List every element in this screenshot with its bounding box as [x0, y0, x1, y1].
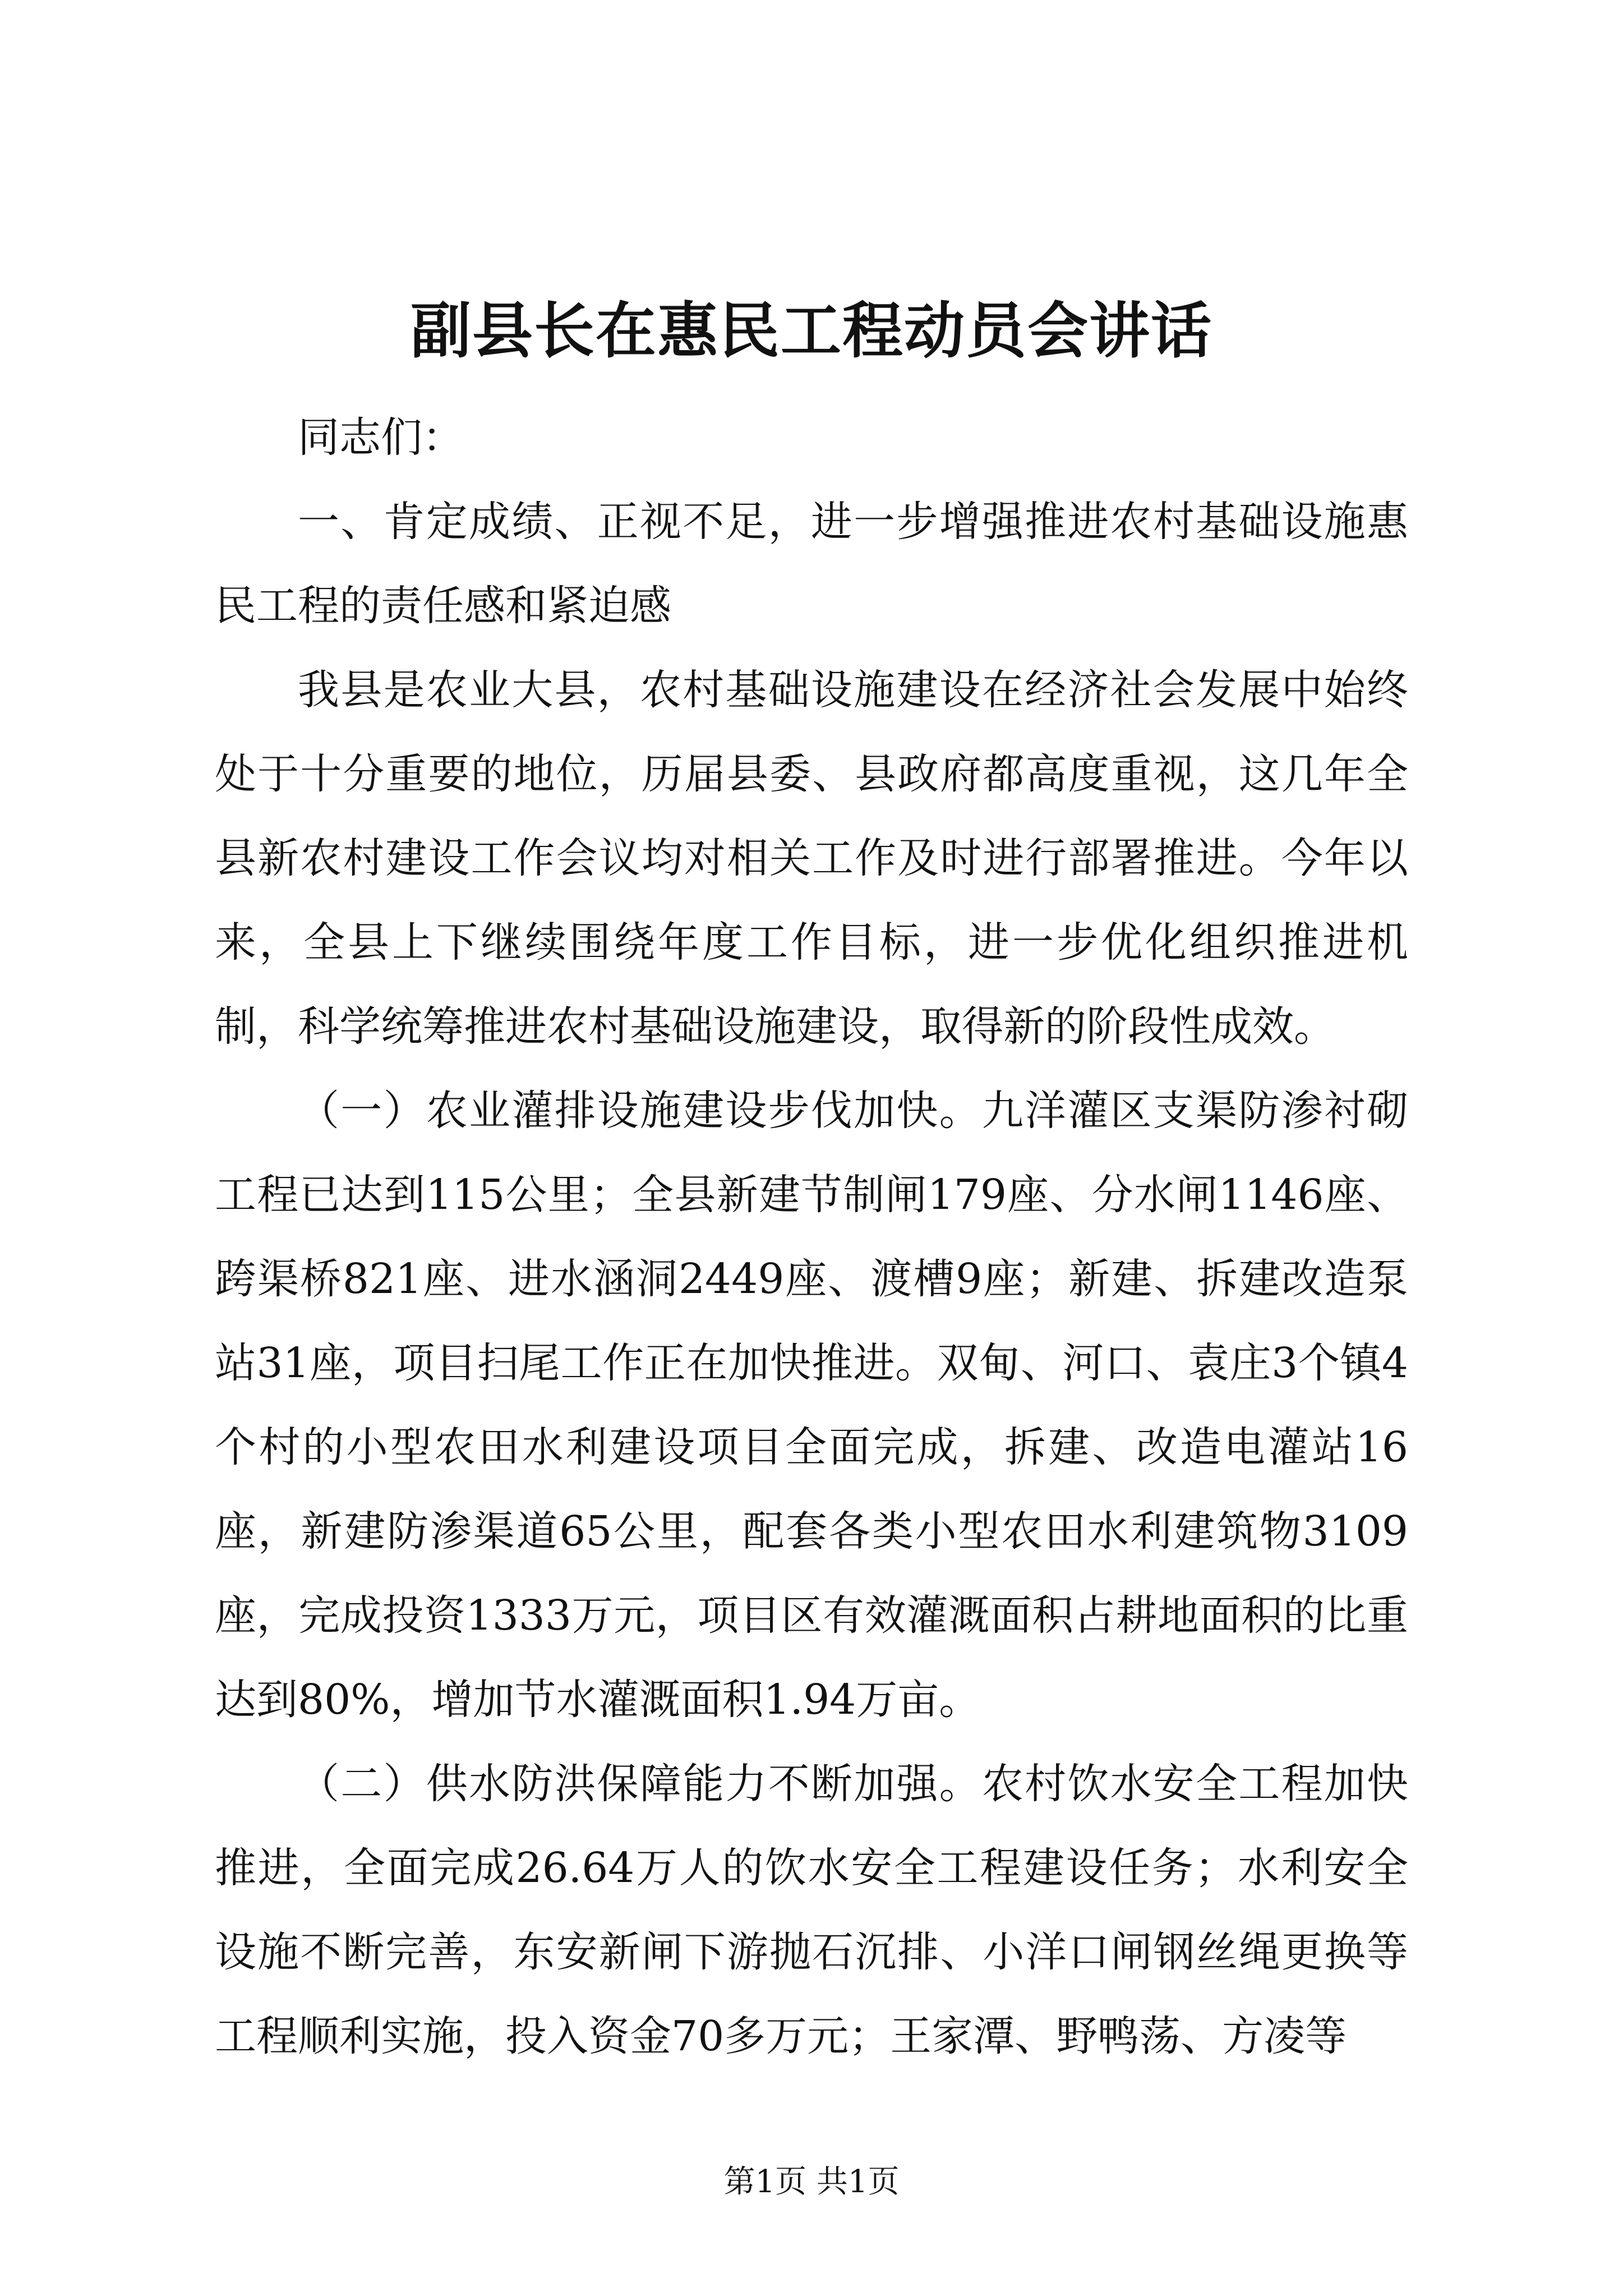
document-title: 副县长在惠民工程动员会讲话	[410, 296, 1212, 366]
paragraph-overview: 我县是农业大县，农村基础设施建设在经济社会发展中始终处于十分重要的地位，历届县委、县政府都高度重视，这几年全县新农村建设工作会议均对相关工作及时进行部署推进。今年以来，全县上下继续围绕年度工作目标，进一步优化组织推进机制，科学统筹推进农村基础设施建设，取得新的阶段性成效。	[215, 666, 1408, 1051]
paragraph-water-supply: （二）供水防洪保障能力不断加强。农村饮水安全工程加快推进，全面完成26.64万人的饮水安全工程建设任务；水利安全设施不断完善，东安新闸下游抛石沉排、小洋口闸钢丝绳更换等工程顺利实施，投入资金70多万元；王家潭、野鸭荡、方凌等	[215, 1760, 1408, 2060]
document-body	[215, 395, 1408, 2078]
paragraph-greeting: 同志们：	[298, 413, 464, 462]
paragraph-section-heading: 一、肯定成绩、正视不足，进一步增强推进农村基础设施惠民工程的责任感和紧迫感	[215, 498, 1408, 630]
paragraph-irrigation: （一）农业灌排设施建设步伐加快。九洋灌区支渠防渗衬砌工程已达到115公里；全县新建节制闸179座、分水闸1146座、跨渠桥821座、进水涵洞2449座、渡槽9座；新建、拆建改造泵站31座，项目扫尾工作正在加快推进。双甸、河口、袁庄3个镇4个村的小型农田水利建设项目全面完成，拆建、改造电灌站16座，新建防渗渠道65公里，配套各类小型农田水利建筑物3109座，完成投资1333万元，项目区有效灌溉面积占耕地面积的比重达到80%，增加节水灌溉面积1.94万亩。	[215, 1087, 1408, 1724]
page-footer: 第1页 共1页	[723, 2164, 900, 2200]
